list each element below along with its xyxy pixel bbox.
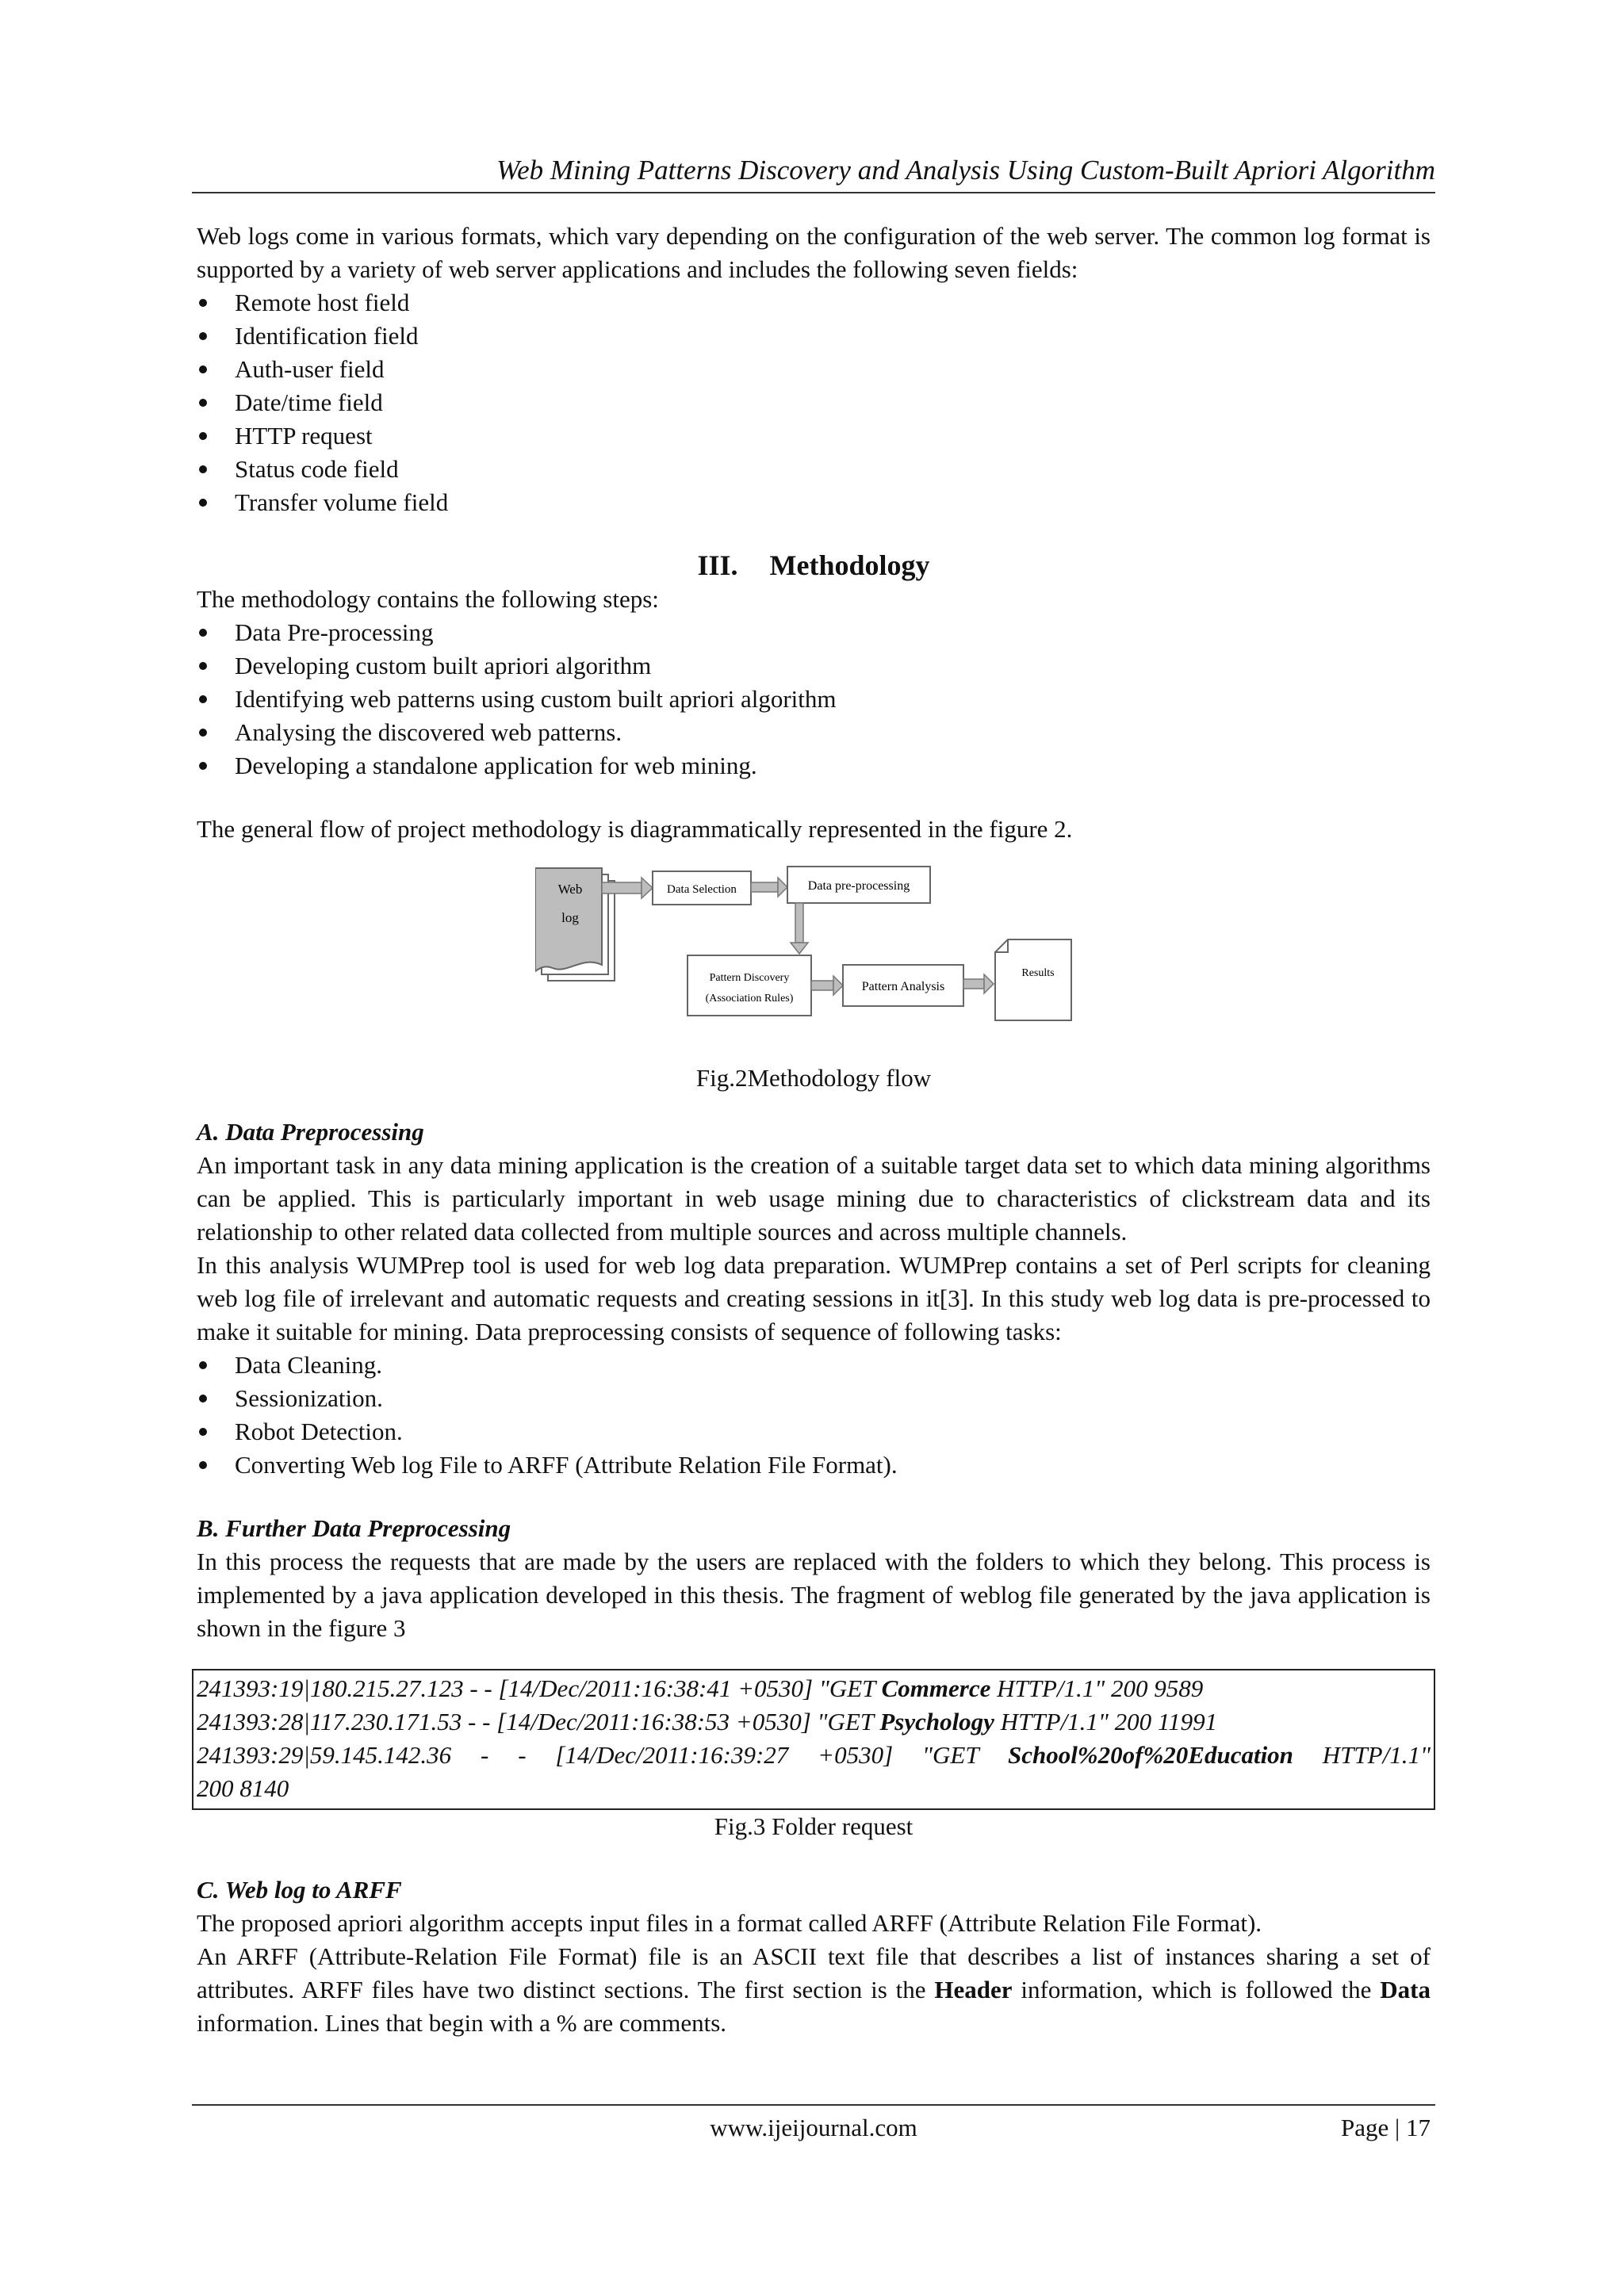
running-footer [192, 2104, 1435, 2150]
methodology-lead: The methodology contains the following steps: [197, 585, 659, 613]
section-heading-methodology: III. Methodology [697, 549, 930, 581]
pattern-analysis-label: Pattern Analysis [861, 980, 945, 993]
journal-website: www.ijeijournal.com [710, 2114, 917, 2141]
bullet-icon [199, 662, 207, 670]
preprocessing-tasks-list [197, 1349, 1431, 1482]
list-item: Developing a standalone application for web mining. [197, 749, 1431, 783]
bullet-icon [199, 399, 207, 407]
figure-2-caption: Fig.2Methodology flow [695, 1064, 932, 1092]
arrow-head-icon [833, 976, 843, 995]
list-item: Robot Detection. [197, 1415, 1431, 1448]
arrow-head-icon [642, 878, 653, 898]
page-number: Page | 17 [1341, 2114, 1431, 2141]
data-selection-label: Data Selection [667, 883, 737, 896]
bullet-icon [199, 629, 207, 637]
weblog-line: 200 8140 [197, 1774, 289, 1802]
results-label: Results [1021, 967, 1055, 979]
weblog-line: 241393:19|180.215.27.123 - - [14/Dec/2011:16:38:41 +0530] "GET Commerce HTTP/1.1" 200 9589 [197, 1674, 1204, 1702]
flow-diagram [535, 863, 1090, 1057]
pattern-discovery-label-line2: (Association Rules) [705, 993, 794, 1004]
bullet-icon [199, 1461, 207, 1469]
intro-paragraph: Web logs come in various formats, which vary depending on the configuration of the web server. The common log format is supported by a variety of web server applications and includes the following seven fields: [197, 222, 1431, 283]
bullet-icon [199, 299, 207, 307]
arrow-analysis-to-results [963, 979, 984, 989]
paper-page [197, 0, 1435, 2296]
figure-3-caption: Fig.3 Folder request [714, 1812, 914, 1840]
bullet-icon [199, 1428, 207, 1436]
running-header: Web Mining Patterns Discovery and Analysis Using Custom-Built Apriori Algorithm [192, 149, 1435, 193]
section-a-paragraph-1: An important task in any data mining application is the creation of a suitable target data set to which data mining algorithms can be applied. This is particularly important in web usage mining due to characteristics of clickstream data and its relationship to other related data collected from multiple sources and across multiple channels. [197, 1151, 1431, 1246]
section-b-paragraph-1: In this process the requests that are made by the users are replaced with the folders to which they belong. This process is implemented by a java application developed in this thesis. The fragment of weblog file generated by the java application is shown in the figure 3 [197, 1548, 1431, 1642]
list-item: Developing custom built apriori algorithm [197, 649, 1431, 683]
arrow-head-icon [778, 878, 787, 897]
section-c-paragraph-1: The proposed apriori algorithm accepts input files in a format called ARFF (Attribute Relation File Format). [197, 1909, 1262, 1937]
bullet-icon [199, 332, 207, 340]
web-log-label-line2: log [561, 910, 579, 925]
section-b-heading: B. Further Data Preprocessing [197, 1514, 511, 1542]
arrow-preprocessing-to-discovery [795, 903, 803, 943]
list-item: Converting Web log File to ARFF (Attribute Relation File Format). [197, 1448, 1431, 1482]
section-a-heading: A. Data Preprocessing [197, 1118, 424, 1146]
bullet-icon [199, 762, 207, 770]
bullet-icon [199, 1395, 207, 1402]
pattern-discovery-box [688, 955, 811, 1016]
web-log-label-line1: Web [557, 882, 583, 897]
arrow-selection-to-preprocessing [751, 882, 778, 892]
list-item: Remote host field [197, 286, 1431, 320]
arrow-weblog-to-selection [602, 882, 642, 894]
bullet-icon [199, 365, 207, 373]
section-c-heading: C. Web log to ARFF [197, 1876, 402, 1904]
list-item: Analysing the discovered web patterns. [197, 716, 1431, 749]
section-c-paragraph-2: An ARFF (Attribute-Relation File Format) file is an ASCII text file that describes a list of instances sharing a set of attributes. ARFF files have two distinct sections. The first section is the Header information, which is followed the Data information. Lines that begin with a % are comments. [197, 1942, 1431, 2037]
bullet-icon [199, 729, 207, 737]
arrow-head-icon [791, 943, 808, 954]
bullet-icon [199, 465, 207, 473]
list-item: Data Cleaning. [197, 1349, 1431, 1382]
bullet-icon [199, 695, 207, 703]
bullet-icon [199, 432, 207, 440]
list-item: Date/time field [197, 386, 1431, 419]
list-item: Sessionization. [197, 1382, 1431, 1415]
list-item: Identification field [197, 320, 1431, 353]
log-fields-list [197, 286, 1431, 519]
methodology-flow-text: The general flow of project methodology is diagrammatically represented in the figure 2. [197, 815, 1073, 843]
weblog-line: 241393:28|117.230.171.53 - - [14/Dec/2011:16:38:53 +0530] "GET Psychology HTTP/1.1" 200 11991 [197, 1708, 1218, 1735]
data-preprocessing-label: Data pre-processing [807, 879, 910, 893]
body-text [197, 220, 1431, 2040]
arrow-discovery-to-analysis [811, 981, 833, 990]
list-item: Auth-user field [197, 353, 1431, 386]
list-item: Status code field [197, 453, 1431, 486]
list-item: HTTP request [197, 419, 1431, 453]
list-item: Transfer volume field [197, 486, 1431, 519]
figure-2-methodology-flow [197, 863, 1431, 1057]
weblog-line: 241393:29|59.145.142.36 - - [14/Dec/2011:16:39:27 +0530] "GET School%20of%20Education HTTP/1.1" [197, 1741, 1431, 1769]
pattern-discovery-label-line1: Pattern Discovery [709, 972, 790, 984]
figure-3-weblog-fragment [192, 1669, 1435, 1810]
bullet-icon [199, 1361, 207, 1369]
list-item: Identifying web patterns using custom built apriori algorithm [197, 683, 1431, 716]
arrow-head-icon [984, 974, 994, 993]
bullet-icon [199, 499, 207, 507]
section-a-paragraph-2: In this analysis WUMPrep tool is used for web log data preparation. WUMPrep contains a set of Perl scripts for cleaning web log file of irrelevant and automatic requests and creating sessions in it[3]. In this study web log data is pre-processed to make it suitable for mining. Data preprocessing consists of sequence of following tasks: [197, 1251, 1431, 1345]
methodology-steps-list [197, 616, 1431, 783]
list-item: Data Pre-processing [197, 616, 1431, 649]
